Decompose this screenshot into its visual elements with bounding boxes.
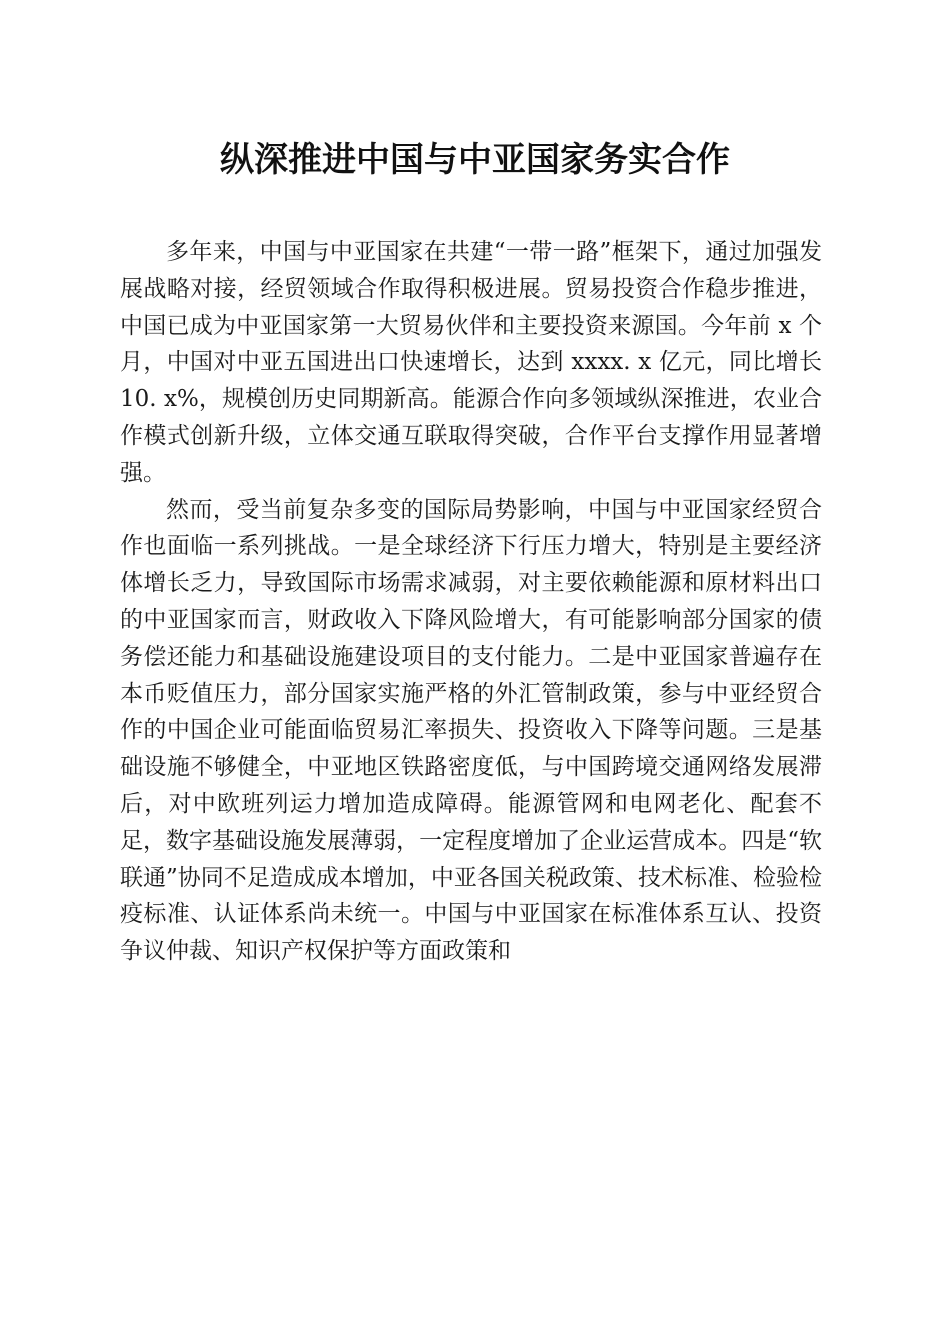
document-body xyxy=(120,234,822,970)
document-title: 纵深推进中国与中亚国家务实合作 xyxy=(220,140,730,180)
paragraph-1: 多年来，中国与中亚国家在共建“一带一路”框架下，通过加强发展战略对接，经贸领域合作取得积极进展。贸易投资合作稳步推进，中国已成为中亚国家第一大贸易伙伴和主要投资来源国。今年前 x 个月，中国对中亚五国进出口快速增长，达到 xxxx. x 亿元，同比增长 10. x%，规模创历史同期新高。能源合作向多领域纵深推进，农业合作模式创新升级，立体交通互联取得突破，合作平台支撑作用显著增强。 xyxy=(120,239,822,486)
paragraph-2: 然而，受当前复杂多变的国际局势影响，中国与中亚国家经贸合作也面临一系列挑战。一是全球经济下行压力增大，特别是主要经济体增长乏力，导致国际市场需求减弱，对主要依赖能源和原材料出口的中亚国家而言，财政收入下降风险增大，有可能影响部分国家的债务偿还能力和基础设施建设项目的支付能力。二是中亚国家普遍存在本币贬值压力，部分国家实施严格的外汇管制政策，参与中亚经贸合作的中国企业可能面临贸易汇率损失、投资收入下降等问题。三是基础设施不够健全，中亚地区铁路密度低，与中国跨境交通网络发展滞后，对中欧班列运力增加造成障碍。能源管网和电网老化、配套不足，数字基础设施发展薄弱，一定程度增加了企业运营成本。四是“软联通”协同不足造成成本增加，中亚各国关税政策、技术标准、检验检疫标准、认证体系尚未统一。中国与中亚国家在标准体系互认、投资争议仲裁、知识产权保护等方面政策和 xyxy=(120,496,822,965)
